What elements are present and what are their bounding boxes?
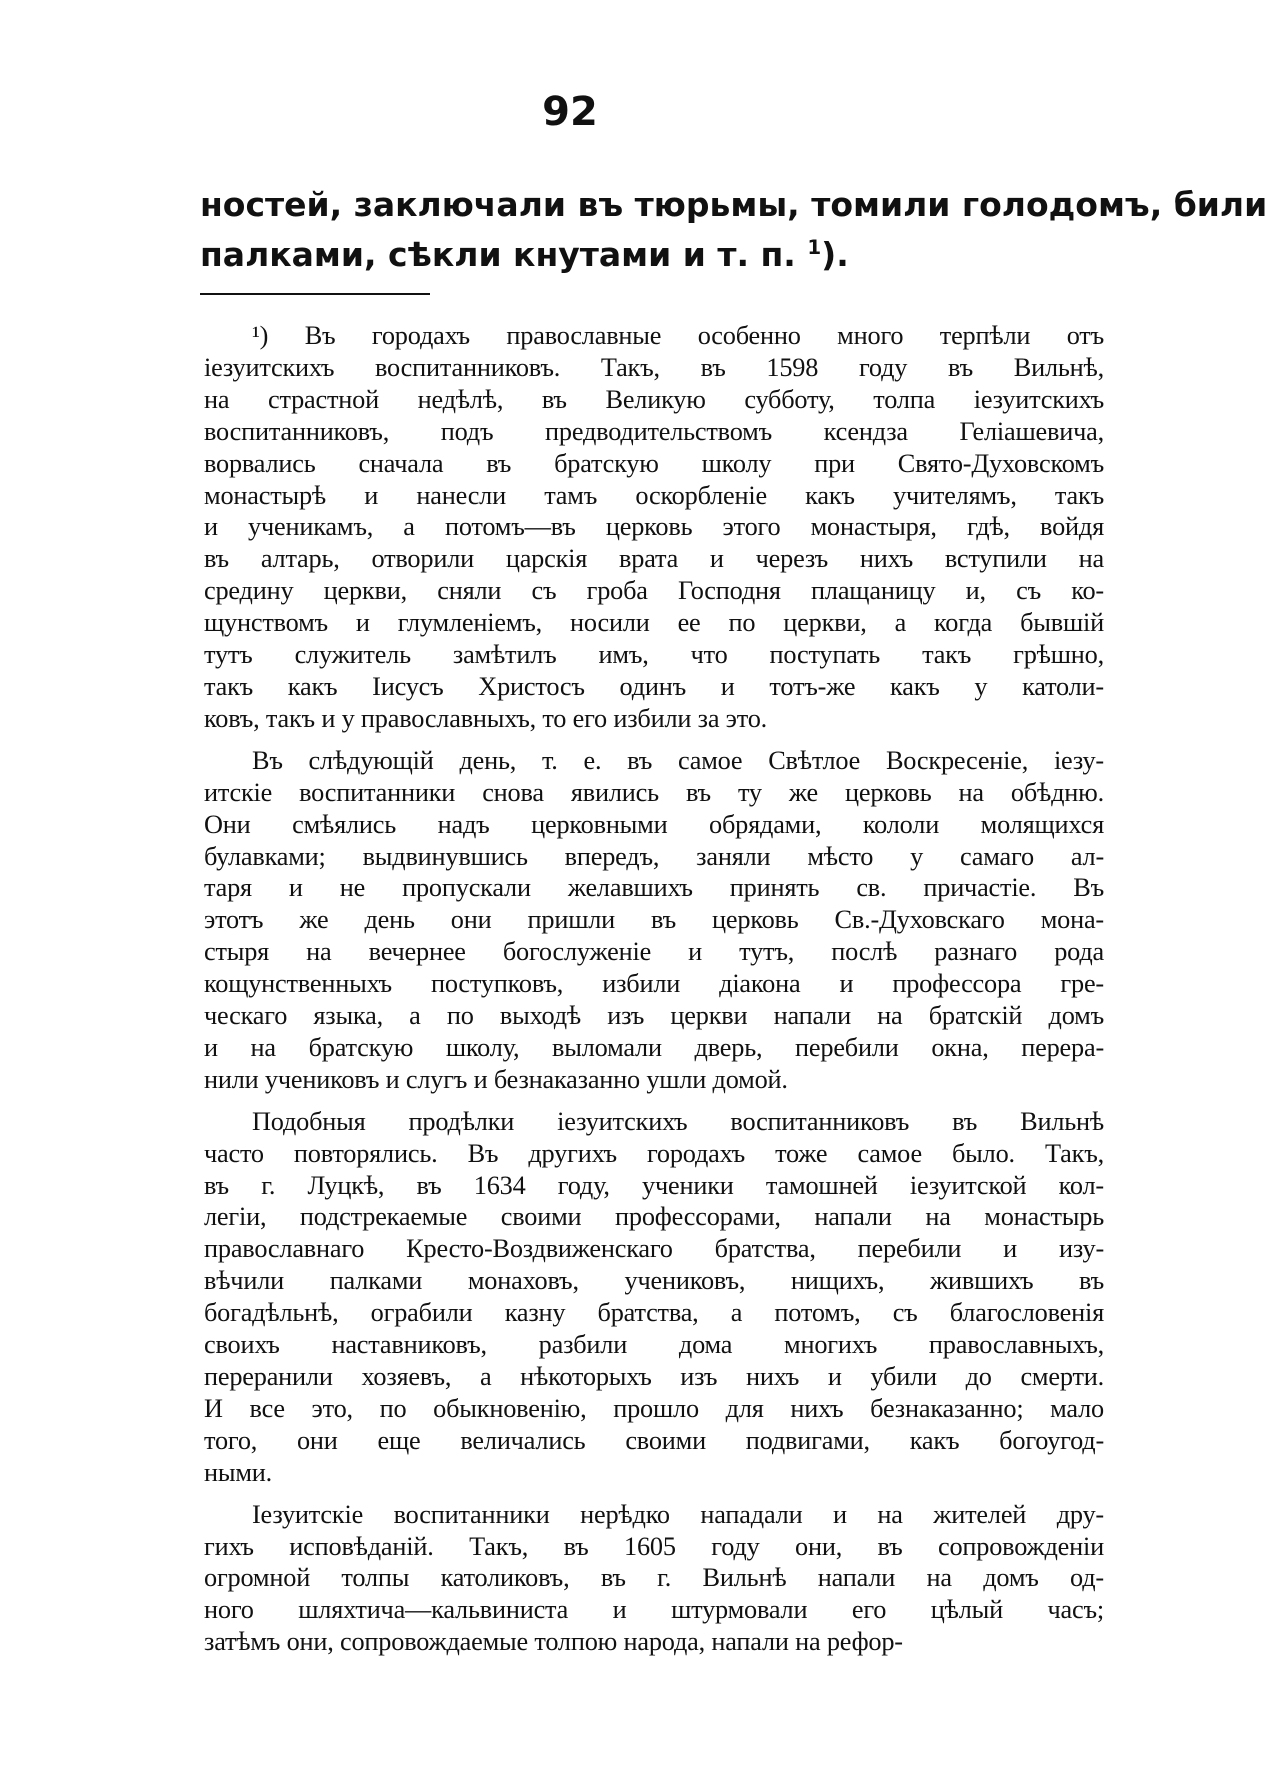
footnote-line-text: ковъ, такъ и у православныхъ, то его избили за это. <box>204 703 768 733</box>
footnote-line-text: легіи, подстрекаемые своими профессорами, напали на монастырь <box>204 1202 1104 1232</box>
footnote-line <box>204 639 1104 671</box>
footnote-line <box>204 1626 1104 1658</box>
footnote-line <box>204 480 1104 512</box>
footnote-line-text: часто повторялись. Въ другихъ городахъ тоже самое было. Такъ, <box>204 1138 1104 1168</box>
footnote-line-text: кощунственныхъ поступковъ, избили діакона и профессора гре- <box>204 969 1104 999</box>
main-text <box>200 180 1267 280</box>
footnote-line <box>204 1425 1104 1457</box>
footnote-line-text: Iезуитскіе воспитанники нерѣдко нападали и на жителей дру- <box>252 1499 1104 1529</box>
footnote-reference: 1 <box>807 236 822 259</box>
footnote-line-text: переранили хозяевъ, а нѣкоторыхъ изъ нихъ и убили до смерти. <box>204 1362 1104 1391</box>
footnote-line-text: ческаго языка, а по выходѣ изъ церкви напали на братскій домъ <box>204 1001 1104 1031</box>
footnote-paragraph <box>204 1499 1104 1659</box>
footnote-line-text: этотъ же день они пришли въ церковь Св.-Духовскаго мона- <box>204 905 1104 935</box>
footnote-line-text: огромной толпы католиковъ, въ г. Вильнѣ напали на домъ од- <box>204 1563 1104 1593</box>
footnote-line <box>204 1457 1104 1489</box>
footnote-line <box>204 1233 1104 1265</box>
footnote-line-text: тутъ служитель замѣтилъ имъ, что поступать такъ грѣшно, <box>204 640 1104 670</box>
footnote-line <box>204 1138 1104 1170</box>
footnote-line-text: въ алтарь, отворили царскія врата и черезъ нихъ вступили на <box>204 544 1104 574</box>
footnote-line <box>204 1032 1104 1064</box>
footnote-line <box>204 1297 1104 1329</box>
footnote-line <box>204 543 1104 575</box>
footnote-line-text: такъ какъ Iисусъ Христосъ одинъ и тотъ-же какъ у католи- <box>204 671 1104 701</box>
footnote-line-text: гихъ исповѣданій. Такъ, въ 1605 году они, въ сопровожденіи <box>204 1531 1104 1561</box>
footnote-line-text: ного шляхтича—кальвиниста и штурмовали его цѣлый часъ; <box>204 1595 1104 1625</box>
footnote-line <box>204 1170 1104 1202</box>
footnote-line <box>204 1329 1104 1361</box>
footnote-line <box>204 745 1104 777</box>
footnote-line <box>204 1361 1104 1393</box>
footnote-line <box>204 416 1104 448</box>
footnote-line-text: Они смѣялись надъ церковными обрядами, кололи молящихся <box>204 809 1104 839</box>
footnote-line-text: на страстной недѣлѣ, въ Великую субботу, толпа iезуитскихъ <box>204 384 1104 414</box>
footnote-line-text: И все это, по обыкновенію, прошло для нихъ безнаказанно; мало <box>204 1393 1104 1423</box>
footnote-line <box>204 575 1104 607</box>
footnote-paragraph <box>204 745 1104 1096</box>
footnote-line-text: богадѣльнѣ, ограбили казну братства, а потомъ, съ благословенія <box>204 1298 1104 1328</box>
page-number: 92 <box>542 89 598 135</box>
footnote-line-text: и ученикамъ, а потомъ—въ церковь этого монастыря, гдѣ, войдя <box>204 512 1104 542</box>
footnote-paragraph <box>204 1106 1104 1489</box>
main-text-line: ностей, заключали въ тюрьмы, томили голодомъ, били <box>200 185 1267 224</box>
footnote-line <box>204 1393 1104 1425</box>
footnote-line-text: стыря на вечернее богослуженіе и тутъ, послѣ разнаго рода <box>204 937 1104 967</box>
footnote-line-text: Подобныя продѣлки iезуитскихъ воспитанниковъ въ Вильнѣ <box>252 1106 1104 1136</box>
footnote-line-text: въ г. Луцкѣ, въ 1634 году, ученики тамошней iезуитской кол- <box>204 1170 1104 1200</box>
footnote-line <box>204 1106 1104 1138</box>
footnote-line-text: ными. <box>204 1457 273 1487</box>
footnote-line <box>204 1201 1104 1233</box>
footnote-line <box>204 872 1104 904</box>
main-text-line <box>200 230 1100 280</box>
footnote-line-text: Въ слѣдующій день, т. е. въ самое Свѣтлое Воскресеніе, iезу- <box>252 745 1104 775</box>
footnote-line <box>204 352 1104 384</box>
footnote-line <box>204 448 1104 480</box>
footnote-line-text: своихъ наставниковъ, разбили дома многихъ православныхъ, <box>204 1330 1104 1360</box>
main-text-closing: ). <box>821 235 849 274</box>
footnote-line <box>204 1562 1104 1594</box>
footnote-line <box>204 511 1104 543</box>
footnote-separator <box>200 293 430 295</box>
footnote-line <box>204 703 1104 735</box>
footnote-line <box>204 936 1104 968</box>
footnote-line <box>204 1594 1104 1626</box>
main-text-line-content: палками, сѣкли кнутами и т. п. <box>200 235 796 274</box>
footnote-line <box>204 904 1104 936</box>
footnote-line-text: монастырѣ и нанесли тамъ оскорбленіе какъ учителямъ, такъ <box>204 480 1104 510</box>
footnote-line-text: и на братскую школу, выломали дверь, перебили окна, перера- <box>204 1032 1104 1062</box>
footnote-paragraph <box>204 320 1104 735</box>
footnote-line <box>204 671 1104 703</box>
footnote-line <box>204 968 1104 1000</box>
footnote-line-text: ворвались сначала въ братскую школу при Свято-Духовскомъ <box>204 448 1104 478</box>
footnote-line-text: средину церкви, сняли съ гроба Господня плащаницу и, съ ко- <box>204 576 1104 606</box>
footnote-line-text: того, они еще величались своими подвигами, какъ богоугод- <box>204 1425 1104 1455</box>
footnote-line-text: вѣчили палками монаховъ, учениковъ, нищихъ, жившихъ въ <box>204 1266 1104 1296</box>
footnote-line-text: таря и не пропускали желавшихъ принять св. причастіе. Въ <box>204 873 1104 903</box>
footnote-line-text: православнаго Кресто-Воздвиженскаго братства, перебили и изу- <box>204 1234 1104 1264</box>
footnote-line <box>204 1499 1104 1531</box>
footnote-line <box>204 607 1104 639</box>
footnote <box>204 320 1104 1668</box>
footnote-line-text: булавками; выдвинувшись впередъ, заняли мѣсто у самаго ал- <box>204 841 1104 871</box>
footnote-line <box>204 1265 1104 1297</box>
footnote-line-text: щунствомъ и глумленіемъ, носили ее по церкви, а когда бывшій <box>204 608 1104 638</box>
footnote-line <box>204 1000 1104 1032</box>
footnote-line <box>204 777 1104 809</box>
footnote-line-text: затѣмъ они, сопровождаемые толпою народа, напали на рефор- <box>204 1627 903 1657</box>
footnote-line <box>204 384 1104 416</box>
footnote-line <box>204 1531 1104 1563</box>
footnote-line <box>204 320 1104 352</box>
footnote-line <box>204 809 1104 841</box>
footnote-line <box>204 1064 1104 1096</box>
footnote-marker: ¹) <box>252 321 269 350</box>
footnote-line <box>204 841 1104 873</box>
footnote-line-text: iезуитскихъ воспитанниковъ. Такъ, въ 1598 году въ Вильнѣ, <box>204 352 1104 382</box>
footnote-line-text: воспитанниковъ, подъ предводительствомъ ксендза Геліашевича, <box>204 416 1104 446</box>
footnote-line-text: итскіе воспитанники снова явились въ ту же церковь на обѣдню. <box>204 777 1104 807</box>
footnote-line-text: Въ городахъ православные особенно много терпѣли отъ <box>304 321 1104 350</box>
footnote-line-text: нили учениковъ и слугъ и безнаказанно ушли домой. <box>204 1064 788 1094</box>
